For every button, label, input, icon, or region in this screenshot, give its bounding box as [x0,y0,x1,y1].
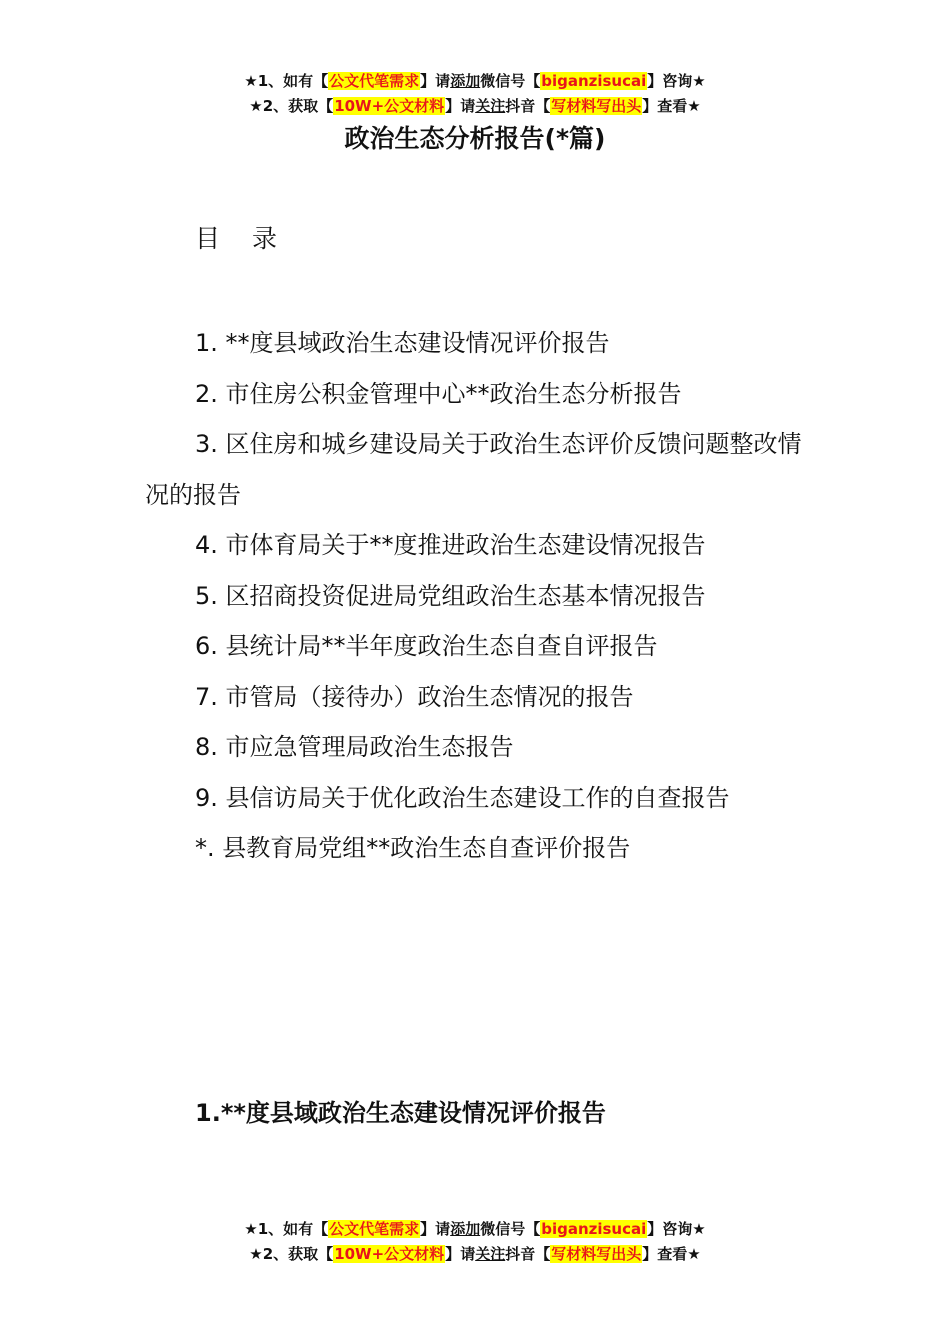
toc-item: 5. 区招商投资促进局党组政治生态基本情况报告 [195,581,706,610]
toc-heading: 目 录 [195,224,289,253]
promo-highlight: 10W+公文材料 [334,97,445,115]
toc-item: 7. 市管局（接待办）政治生态情况的报告 [195,682,634,711]
toc-item: 8. 市应急管理局政治生态报告 [195,733,514,761]
promo-line-2 [0,1242,950,1267]
promo-highlight: 公文代笔需求 [329,1220,420,1238]
promo-text: 】查看★ [642,97,701,115]
promo-text: 】请 [420,72,451,90]
promo-text: 】请 [420,1220,451,1238]
promo-text: 】查看★ [642,1245,701,1263]
promo-text: ★1、如有【 [244,72,329,90]
promo-underlined: 添加 [450,1220,481,1238]
promo-highlight-wechat-id: biganzisucai [541,72,647,90]
promo-highlight-wechat-id: biganzisucai [541,1220,647,1238]
promo-line-2 [0,94,950,119]
promo-line-1 [0,69,950,94]
promo-text: ★2、获取【 [249,97,334,115]
toc-item: 9. 县信访局关于优化政治生态建设工作的自查报告 [195,783,730,812]
promo-text: 】咨询★ [647,1220,706,1238]
promo-text: 】咨询★ [647,72,706,90]
promo-highlight-douyin: 写材料写出头 [551,97,642,115]
section-heading: 1.**度县域政治生态建设情况评价报告 [195,1099,606,1127]
promo-highlight-douyin: 写材料写出头 [551,1245,642,1263]
toc-item: 3. 区住房和城乡建设局关于政治生态评价反馈问题整改情况的报告 [145,430,802,509]
toc-item: 2. 市住房公积金管理中心**政治生态分析报告 [195,379,682,408]
promo-underlined: 关注 [475,1245,506,1263]
promo-highlight: 公文代笔需求 [329,72,420,90]
promo-text: ★2、获取【 [249,1245,334,1263]
promo-text: 微信号【 [480,72,541,90]
table-of-contents [145,318,815,874]
toc-item: 1. **度县域政治生态建设情况评价报告 [195,329,610,357]
promo-banner-bottom [0,1217,950,1267]
promo-text: 抖音【 [505,97,551,115]
promo-highlight: 10W+公文材料 [334,1245,445,1263]
toc-item: 4. 市体育局关于**度推进政治生态建设情况报告 [195,531,706,559]
promo-text: 】请 [445,97,476,115]
promo-text: ★1、如有【 [244,1220,329,1238]
promo-underlined: 关注 [475,97,506,115]
promo-banner-top [0,69,950,119]
toc-item: 6. 县统计局**半年度政治生态自查自评报告 [195,632,658,660]
promo-underlined: 添加 [450,72,481,90]
promo-text: 微信号【 [480,1220,541,1238]
promo-line-1 [0,1217,950,1242]
promo-text: 】请 [445,1245,476,1263]
document-title: 政治生态分析报告(*篇) [344,124,606,153]
promo-text: 抖音【 [505,1245,551,1263]
toc-item: *. 县教育局党组**政治生态自查评价报告 [195,834,631,862]
